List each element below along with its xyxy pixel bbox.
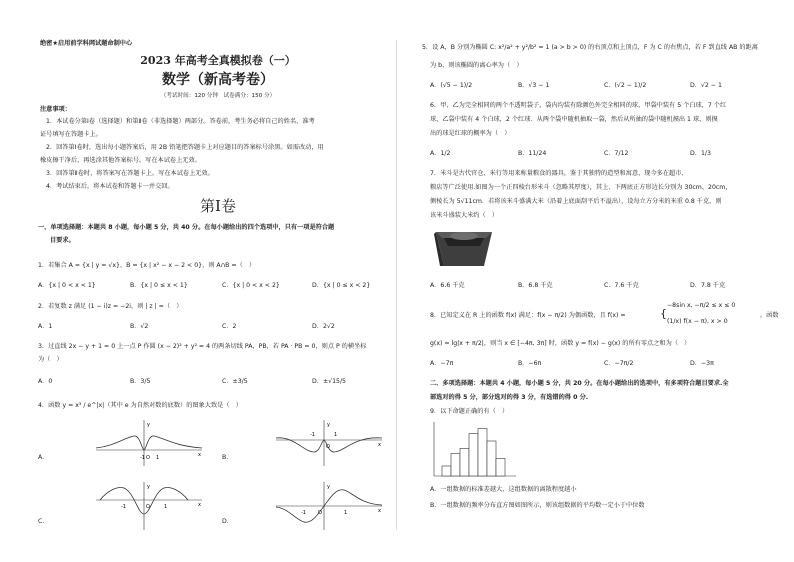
tick-label-minus-one: -1	[301, 510, 306, 516]
q2-option-c: C．2	[222, 323, 237, 330]
notes-line: 4．考试结束后，将本试卷和答题卡一并交回。	[46, 183, 174, 190]
q1-option-d: D．{x | 0 ≤ x < 2}	[312, 282, 371, 289]
tick-label-minus-one: -1	[121, 504, 126, 510]
volume-title: 第Ⅰ卷	[200, 197, 236, 215]
q6-stem-cont: 出的球是红球的概率为（ ）	[430, 130, 511, 137]
q4-graph-a	[94, 418, 206, 468]
q9-histogram	[430, 420, 520, 480]
q7-option-a: A．6.6 千克	[430, 282, 465, 289]
q8-piece-1: −8sin x, −π/2 ≤ x ≤ 0	[667, 302, 736, 309]
tick-label-minus-one: -1	[140, 455, 145, 461]
q2-option-b: B．√2	[130, 323, 149, 330]
q3-stem: 3．过直线 2x − y + 1 = 0 上一点 P 作圆 (x − 2)² + y² = 4 的两条切线 PA，PB，若 PA · PB = 0，则点 P 的横坐标	[38, 343, 367, 350]
histogram-bar	[478, 429, 487, 477]
q4-label-d: D．	[222, 518, 233, 525]
exam-title: 2023 年高考全真模拟卷（一）	[140, 54, 296, 67]
q4-stem: 4．函数 y = x³ / e^|x|（其中 e 为自然对数的底数）的图象大致是（ ）	[38, 402, 242, 409]
q7-stem-cont: 粮店等广泛使用.如图为一个正四棱台形米斗（忽略其厚度），其上、下两底正方形边长分别为 30cm、20cm，	[430, 184, 732, 191]
tick-label-one: 1	[344, 510, 348, 516]
rice-bucket-image	[434, 224, 494, 270]
histogram-bar	[487, 441, 496, 476]
histogram-bar	[442, 466, 451, 476]
q7-option-d: D．7.8 千克	[690, 282, 726, 289]
q4-graph-b	[274, 418, 386, 468]
q5-option-d: D．√2 − 1	[690, 82, 722, 89]
histogram-bar	[496, 459, 505, 477]
q4-label-a: A．	[38, 454, 49, 461]
origin-label: O	[146, 504, 150, 510]
q4-label-b: B．	[222, 454, 233, 461]
q7-option-c: C．7.6 千克	[604, 282, 639, 289]
origin-label: O	[318, 510, 322, 516]
notes-line: 2．回答第Ⅰ卷时，选出每小题答案后，用 2B 铅笔把答题卡上对应题目的答案标号涂黑。如需改动，用	[46, 144, 324, 151]
section1-heading-cont: 目要求。	[50, 237, 75, 244]
q6-option-d: D．1/3	[690, 150, 711, 157]
q7-stem-cont: 侧棱长为 5√11cm．若将该米斗盛满大米（沿着上底面刮平后不溢出），设每立方分米的米重 0.8 千克，则	[430, 198, 722, 205]
origin-label: O	[326, 444, 330, 450]
x-axis-label: x	[378, 442, 381, 448]
q5-stem-cont: 为 b，则该椭圆的离心率为（ ）	[430, 62, 523, 69]
q8-option-b: B．−6π	[518, 360, 542, 367]
q4-graph-d	[274, 480, 386, 532]
q2-option-a: A．1	[38, 323, 53, 330]
q6-option-b: B．11/24	[518, 150, 547, 157]
q9-option-b: B．一组数据的频率分布直方图如图所示，则该组数据的平均数一定小于中位数	[430, 502, 645, 509]
q7-option-b: B．6.8 千克	[518, 282, 553, 289]
q8-option-a: A．−7π	[430, 360, 454, 367]
histogram-bar	[460, 449, 469, 477]
q8-piece-2: (1/x) f(x − π), x > 0	[667, 318, 728, 325]
notes-heading: 注意事项：	[40, 106, 71, 113]
tick-label-one: 1	[334, 432, 338, 438]
q6-stem: 6．甲、乙为完全相同的两个不透明袋子，袋内均装有除颜色外完全相同的球，甲袋中装有 5 个白球，7 个红	[430, 102, 727, 109]
y-axis-label: y	[327, 484, 330, 490]
q5-option-c: C．(√2 − 1)/2	[604, 82, 647, 89]
exam-subject: 数学（新高考卷）	[162, 72, 274, 88]
secret-label: 绝密★启用前学科网试题命制中心	[40, 40, 133, 47]
y-axis-label: y	[147, 484, 150, 490]
q7-stem-cont: 该米斗盛装大米约（ ）	[430, 212, 499, 219]
q9-stem: 9．以下命题正确的有（ ）	[430, 408, 509, 415]
q6-option-c: C．7/12	[604, 150, 629, 157]
y-axis-label: y	[327, 422, 330, 428]
q2-stem: 2．若复数 z 满足 (1 − i)z = −2i，则 | z | =（ ）	[38, 303, 183, 310]
q4-graph-c	[94, 480, 206, 532]
notes-line: 证号填写在答题卡上。	[40, 131, 102, 138]
exam-info: （考试时间：120 分钟 试卷满分：150 分）	[160, 93, 276, 99]
notes-line: 3．回答第Ⅱ卷时，将答案写在答题卡上。写在本试卷上无效。	[46, 170, 214, 177]
q5-option-b: B．√3 − 1	[518, 82, 550, 89]
q1-option-a: A．{x | 0 < x < 1}	[38, 282, 96, 289]
section1-heading: 一、单项选择题：本题共 8 小题，每小题 5 分，共 40 分。在每小题给出的四个选项中，只有一项是符合题	[38, 224, 335, 231]
q1-stem: 1．若集合 A = {x | y = √x}，B = {x | x² − x − 2 < 0}，则 A∩B =（ ）	[38, 262, 256, 269]
q7-stem: 7．米斗是古代官仓、米行等用来称量粮食的器具，鉴于其独特的造型和寓意，现今多在超市、	[430, 170, 688, 177]
column-divider	[396, 40, 397, 530]
q3-option-b: B．3/5	[130, 378, 151, 385]
tick-label-minus-one: -1	[310, 432, 315, 438]
q1-option-b: B．{x | 0 ≤ x < 1}	[130, 282, 188, 289]
q8-stem-cont: g(x) = lg|x + π/2|，则当 x ∈ [−4π, 3π] 时，函数 y = f(x) − g(x) 的所有零点之和为（ ）	[430, 340, 691, 347]
q8-stem: 8．已知定义在 R 上的函数 f(x) 满足：f(x − π/2) 为偶函数，且 f(x) =	[430, 312, 626, 319]
q3-option-d: D．±√15/5	[312, 378, 346, 385]
q5-stem: 5．设 A，B 分别为椭圆 C: x²/a² + y²/b² = 1 (a > b > 0) 的右顶点和上顶点，F 为 C 的右焦点，若 F 到直线 AB 的距离	[422, 44, 758, 51]
tick-label-one: 1	[156, 455, 160, 461]
q5-option-a: A．(√5 − 1)/2	[430, 82, 473, 89]
section2-heading: 二、多项选择题：本题共 4 小题，每小题 5 分，共 20 分。在每小题给出的选项中，有多项符合题目要求.全	[430, 380, 729, 387]
notes-line: 1．本试卷分第Ⅰ卷（选择题）和第Ⅱ卷（非选择题）两部分。答卷前，考生务必将自己的姓名、准考	[46, 118, 315, 125]
y-axis-label: y	[147, 422, 150, 428]
q6-stem-cont: 球，乙袋中装有 4 个白球，2 个红球．从两个袋中随机抽取一袋，然后从所抽的袋中随机摸出 1 球，则摸	[430, 116, 718, 123]
q9-option-a: A．一组数据的标准差越大，这组数据的离散程度越小	[430, 486, 577, 493]
q1-option-c: C．{x | 0 < x < 2}	[222, 282, 280, 289]
q3-stem-cont: 为（ ）	[38, 356, 63, 363]
x-axis-label: x	[198, 452, 201, 458]
notes-line: 橡皮擦干净后，再选涂其他答案标号。写在本试卷上无效。	[40, 157, 201, 164]
q8-stem-tail: ，函数	[760, 312, 779, 319]
q8-option-c: C．−7π/2	[604, 360, 634, 367]
q2-option-d: D．2√2	[312, 323, 335, 330]
histogram-bar	[469, 434, 478, 477]
tick-label-one: 1	[164, 504, 168, 510]
origin-label: O	[146, 455, 150, 461]
x-axis-label: x	[198, 502, 201, 508]
q3-option-c: C．±3/5	[222, 378, 248, 385]
x-axis-label: x	[378, 508, 381, 514]
q4-label-c: C．	[38, 518, 49, 525]
q3-option-a: A．0	[38, 378, 53, 385]
q8-option-d: D．−3π	[690, 360, 714, 367]
q6-option-a: A．1/2	[430, 150, 451, 157]
piecewise-brace: {	[660, 307, 667, 320]
section2-heading-cont: 部选对的得 5 分，部分选对的得 3 分，有选错的得 0 分.	[430, 394, 589, 401]
histogram-bar	[451, 454, 460, 477]
